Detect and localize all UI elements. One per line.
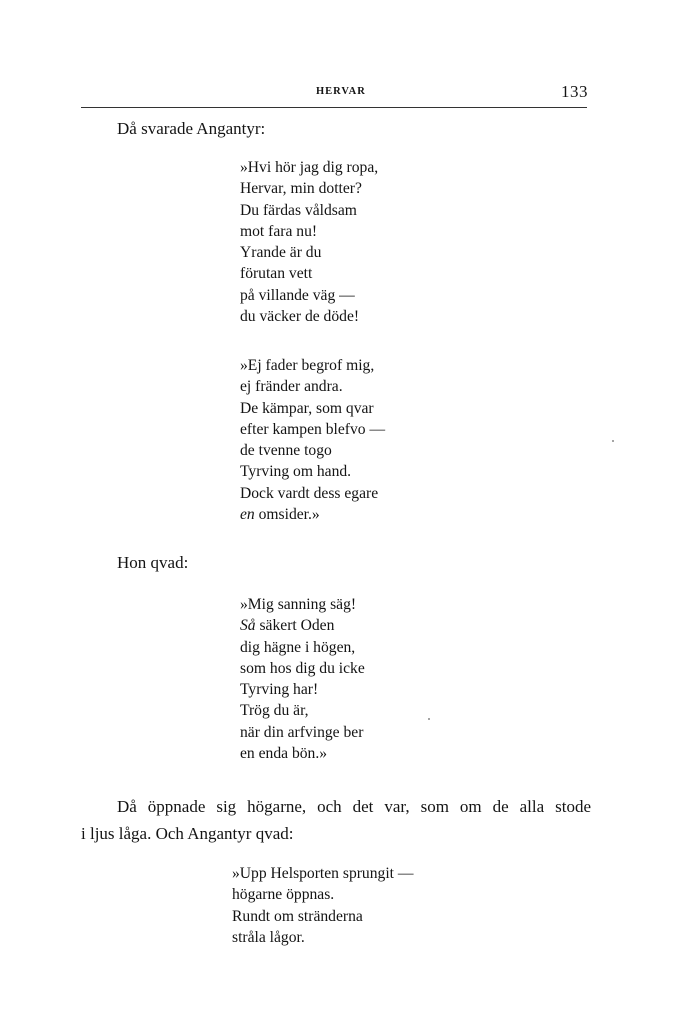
verse-line: på villande väg — <box>240 286 355 304</box>
verse-line: ej fränder andra. <box>240 378 343 396</box>
emphasis-word: en <box>240 506 255 524</box>
stanza-angantyr-1 <box>240 157 378 327</box>
verse-line: de tvenne togo <box>240 442 332 460</box>
verse-line: »Mig sanning säg! <box>240 596 357 613</box>
verse-line: dig hägne i högen, <box>240 638 356 656</box>
verse-line: Yrande är du <box>240 244 322 262</box>
paragraph-line-1: Då öppnade sig högarne, och det var, som om de alla stode <box>117 797 591 816</box>
verse-line: Tyrving om hand. <box>240 463 352 481</box>
speaker-line-angantyr: Då svarade Angantyr: <box>117 119 266 138</box>
verse-line: Trög du är, <box>240 702 309 720</box>
stanza-angantyr-2 <box>240 355 385 525</box>
paper-speck <box>612 440 614 442</box>
verse-line: mot fara nu! <box>240 222 318 240</box>
verse-line: »Hvi hör jag dig ropa, <box>240 159 379 176</box>
verse-line: du väcker de döde! <box>240 308 360 326</box>
paper-speck <box>428 718 430 720</box>
emphasis-word: Så <box>240 617 256 635</box>
verse-line: en enda bön.» <box>240 745 328 763</box>
verse-line: Dock vardt dess egare <box>240 484 379 502</box>
stanza-hervar <box>240 594 365 764</box>
header-rule <box>81 107 587 108</box>
verse-line-rest: säkert Oden <box>255 617 335 635</box>
speaker-line-hervar: Hon qvad: <box>117 553 189 572</box>
verse-line: efter kampen blefvo — <box>240 420 386 438</box>
verse-line: Hervar, min dotter? <box>240 180 362 198</box>
verse-line: Tyrving har! <box>240 681 319 699</box>
verse-line: Rundt om stränderna <box>232 907 363 925</box>
page-number: 133 <box>561 82 588 101</box>
verse-line-rest: omsider.» <box>254 506 320 524</box>
verse-line-emph <box>240 615 365 636</box>
paragraph-line-2: i ljus låga. Och Angantyr qvad: <box>81 824 294 843</box>
verse-line: som hos dig du icke <box>240 659 365 677</box>
prose-paragraph <box>81 793 591 847</box>
verse-line: Du färdas våldsam <box>240 201 357 219</box>
verse-line: högarne öppnas. <box>232 886 335 904</box>
verse-line: stråla lågor. <box>232 928 305 946</box>
verse-line: förutan vett <box>240 265 313 283</box>
stanza-angantyr-3 <box>232 863 413 948</box>
running-head <box>0 82 700 106</box>
verse-line-last <box>240 504 385 525</box>
verse-line: De kämpar, som qvar <box>240 399 374 417</box>
verse-line: »Ej fader begrof mig, <box>240 357 375 374</box>
verse-line: när din arfvinge ber <box>240 723 364 741</box>
running-title: HERVAR <box>316 86 366 97</box>
verse-line: »Upp Helsporten sprungit — <box>232 865 414 882</box>
